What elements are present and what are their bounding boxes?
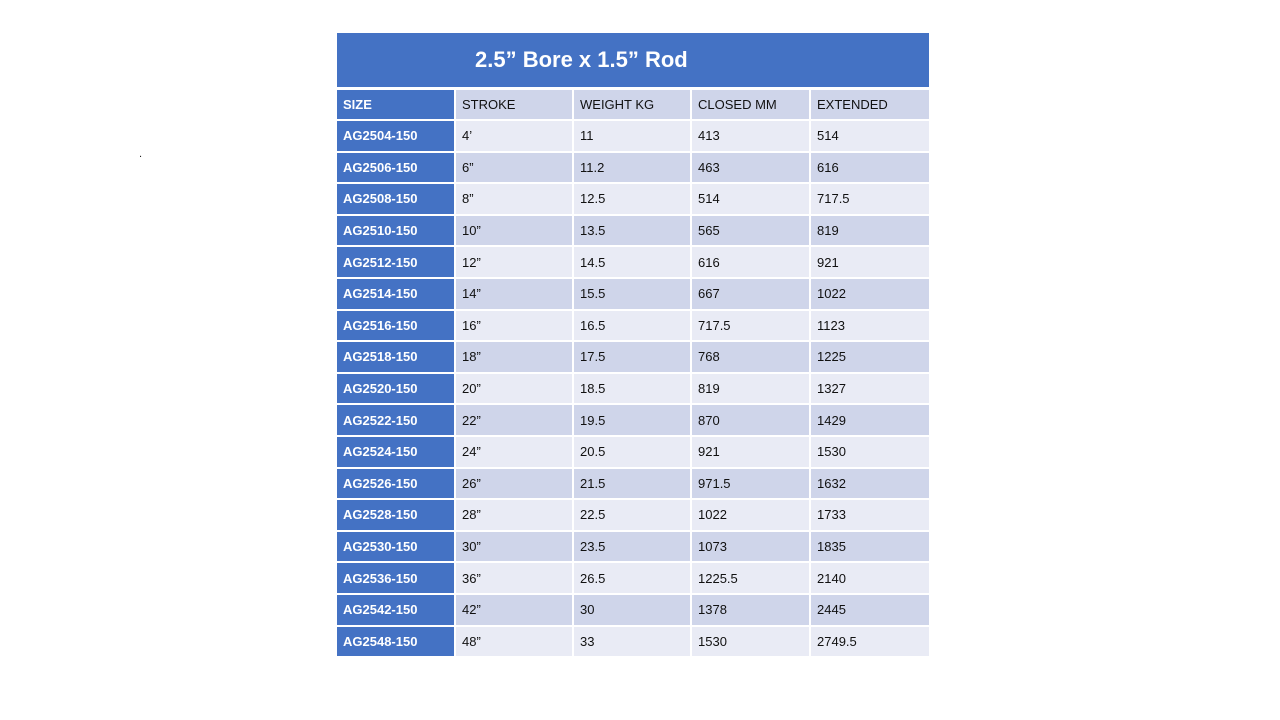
- table-row: [337, 373, 929, 405]
- size-cell: AG2526-150: [337, 468, 455, 500]
- size-cell: AG2508-150: [337, 183, 455, 215]
- weight-cell: 21.5: [573, 468, 691, 500]
- header-closed: CLOSED MM: [691, 89, 810, 121]
- extended-cell: 1530: [810, 436, 929, 468]
- closed-cell: 870: [691, 404, 810, 436]
- size-cell: AG2510-150: [337, 215, 455, 247]
- extended-cell: 1429: [810, 404, 929, 436]
- extended-cell: 514: [810, 120, 929, 152]
- weight-cell: 33: [573, 626, 691, 658]
- extended-cell: 1632: [810, 468, 929, 500]
- stroke-cell: 30”: [455, 531, 573, 563]
- weight-cell: 14.5: [573, 246, 691, 278]
- stroke-cell: 10”: [455, 215, 573, 247]
- extended-cell: 1835: [810, 531, 929, 563]
- weight-cell: 12.5: [573, 183, 691, 215]
- spec-table: [337, 33, 929, 658]
- size-cell: AG2524-150: [337, 436, 455, 468]
- size-cell: AG2516-150: [337, 310, 455, 342]
- extended-cell: 1022: [810, 278, 929, 310]
- size-cell: AG2536-150: [337, 562, 455, 594]
- closed-cell: 921: [691, 436, 810, 468]
- table-row: [337, 152, 929, 184]
- table-row: [337, 626, 929, 658]
- closed-cell: 413: [691, 120, 810, 152]
- size-cell: AG2522-150: [337, 404, 455, 436]
- header-size: SIZE: [337, 89, 455, 121]
- size-cell: AG2542-150: [337, 594, 455, 626]
- extended-cell: 2140: [810, 562, 929, 594]
- closed-cell: 768: [691, 341, 810, 373]
- weight-cell: 26.5: [573, 562, 691, 594]
- size-cell: AG2512-150: [337, 246, 455, 278]
- table-title: 2.5” Bore x 1.5” Rod: [337, 33, 929, 89]
- stroke-cell: 42”: [455, 594, 573, 626]
- table-row: [337, 341, 929, 373]
- extended-cell: 616: [810, 152, 929, 184]
- stroke-cell: 12”: [455, 246, 573, 278]
- size-cell: AG2506-150: [337, 152, 455, 184]
- extended-cell: 1327: [810, 373, 929, 405]
- table-row: [337, 404, 929, 436]
- table-row: [337, 278, 929, 310]
- size-cell: AG2520-150: [337, 373, 455, 405]
- closed-cell: 1530: [691, 626, 810, 658]
- table-row: [337, 436, 929, 468]
- stroke-cell: 8”: [455, 183, 573, 215]
- extended-cell: 1225: [810, 341, 929, 373]
- extended-cell: 1123: [810, 310, 929, 342]
- weight-cell: 11: [573, 120, 691, 152]
- weight-cell: 22.5: [573, 499, 691, 531]
- header-stroke: STROKE: [455, 89, 573, 121]
- size-cell: AG2518-150: [337, 341, 455, 373]
- weight-cell: 30: [573, 594, 691, 626]
- extended-cell: 2749.5: [810, 626, 929, 658]
- stray-mark: .: [139, 148, 143, 160]
- closed-cell: 565: [691, 215, 810, 247]
- size-cell: AG2528-150: [337, 499, 455, 531]
- extended-cell: 921: [810, 246, 929, 278]
- stroke-cell: 22”: [455, 404, 573, 436]
- table-row: [337, 594, 929, 626]
- stroke-cell: 26”: [455, 468, 573, 500]
- table-row: [337, 499, 929, 531]
- stroke-cell: 28”: [455, 499, 573, 531]
- extended-cell: 1733: [810, 499, 929, 531]
- stroke-cell: 14”: [455, 278, 573, 310]
- extended-cell: 819: [810, 215, 929, 247]
- closed-cell: 1378: [691, 594, 810, 626]
- header-extended: EXTENDED: [810, 89, 929, 121]
- table-row: [337, 120, 929, 152]
- weight-cell: 17.5: [573, 341, 691, 373]
- closed-cell: 971.5: [691, 468, 810, 500]
- stroke-cell: 18”: [455, 341, 573, 373]
- weight-cell: 16.5: [573, 310, 691, 342]
- closed-cell: 1225.5: [691, 562, 810, 594]
- closed-cell: 1022: [691, 499, 810, 531]
- closed-cell: 1073: [691, 531, 810, 563]
- weight-cell: 20.5: [573, 436, 691, 468]
- stroke-cell: 6”: [455, 152, 573, 184]
- stroke-cell: 16”: [455, 310, 573, 342]
- stroke-cell: 20”: [455, 373, 573, 405]
- closed-cell: 616: [691, 246, 810, 278]
- closed-cell: 667: [691, 278, 810, 310]
- size-cell: AG2514-150: [337, 278, 455, 310]
- stroke-cell: 4’: [455, 120, 573, 152]
- table-row: [337, 183, 929, 215]
- weight-cell: 13.5: [573, 215, 691, 247]
- stroke-cell: 36”: [455, 562, 573, 594]
- weight-cell: 23.5: [573, 531, 691, 563]
- table-row: [337, 468, 929, 500]
- size-cell: AG2548-150: [337, 626, 455, 658]
- closed-cell: 819: [691, 373, 810, 405]
- size-cell: AG2530-150: [337, 531, 455, 563]
- table-row: [337, 310, 929, 342]
- table-header-row: [337, 89, 929, 121]
- header-weight: WEIGHT KG: [573, 89, 691, 121]
- stroke-cell: 24”: [455, 436, 573, 468]
- extended-cell: 2445: [810, 594, 929, 626]
- table-row: [337, 562, 929, 594]
- table-row: [337, 246, 929, 278]
- size-cell: AG2504-150: [337, 120, 455, 152]
- table-row: [337, 215, 929, 247]
- weight-cell: 19.5: [573, 404, 691, 436]
- closed-cell: 514: [691, 183, 810, 215]
- table-title-row: [337, 33, 929, 89]
- table-row: [337, 531, 929, 563]
- closed-cell: 463: [691, 152, 810, 184]
- closed-cell: 717.5: [691, 310, 810, 342]
- extended-cell: 717.5: [810, 183, 929, 215]
- weight-cell: 11.2: [573, 152, 691, 184]
- weight-cell: 18.5: [573, 373, 691, 405]
- stroke-cell: 48”: [455, 626, 573, 658]
- weight-cell: 15.5: [573, 278, 691, 310]
